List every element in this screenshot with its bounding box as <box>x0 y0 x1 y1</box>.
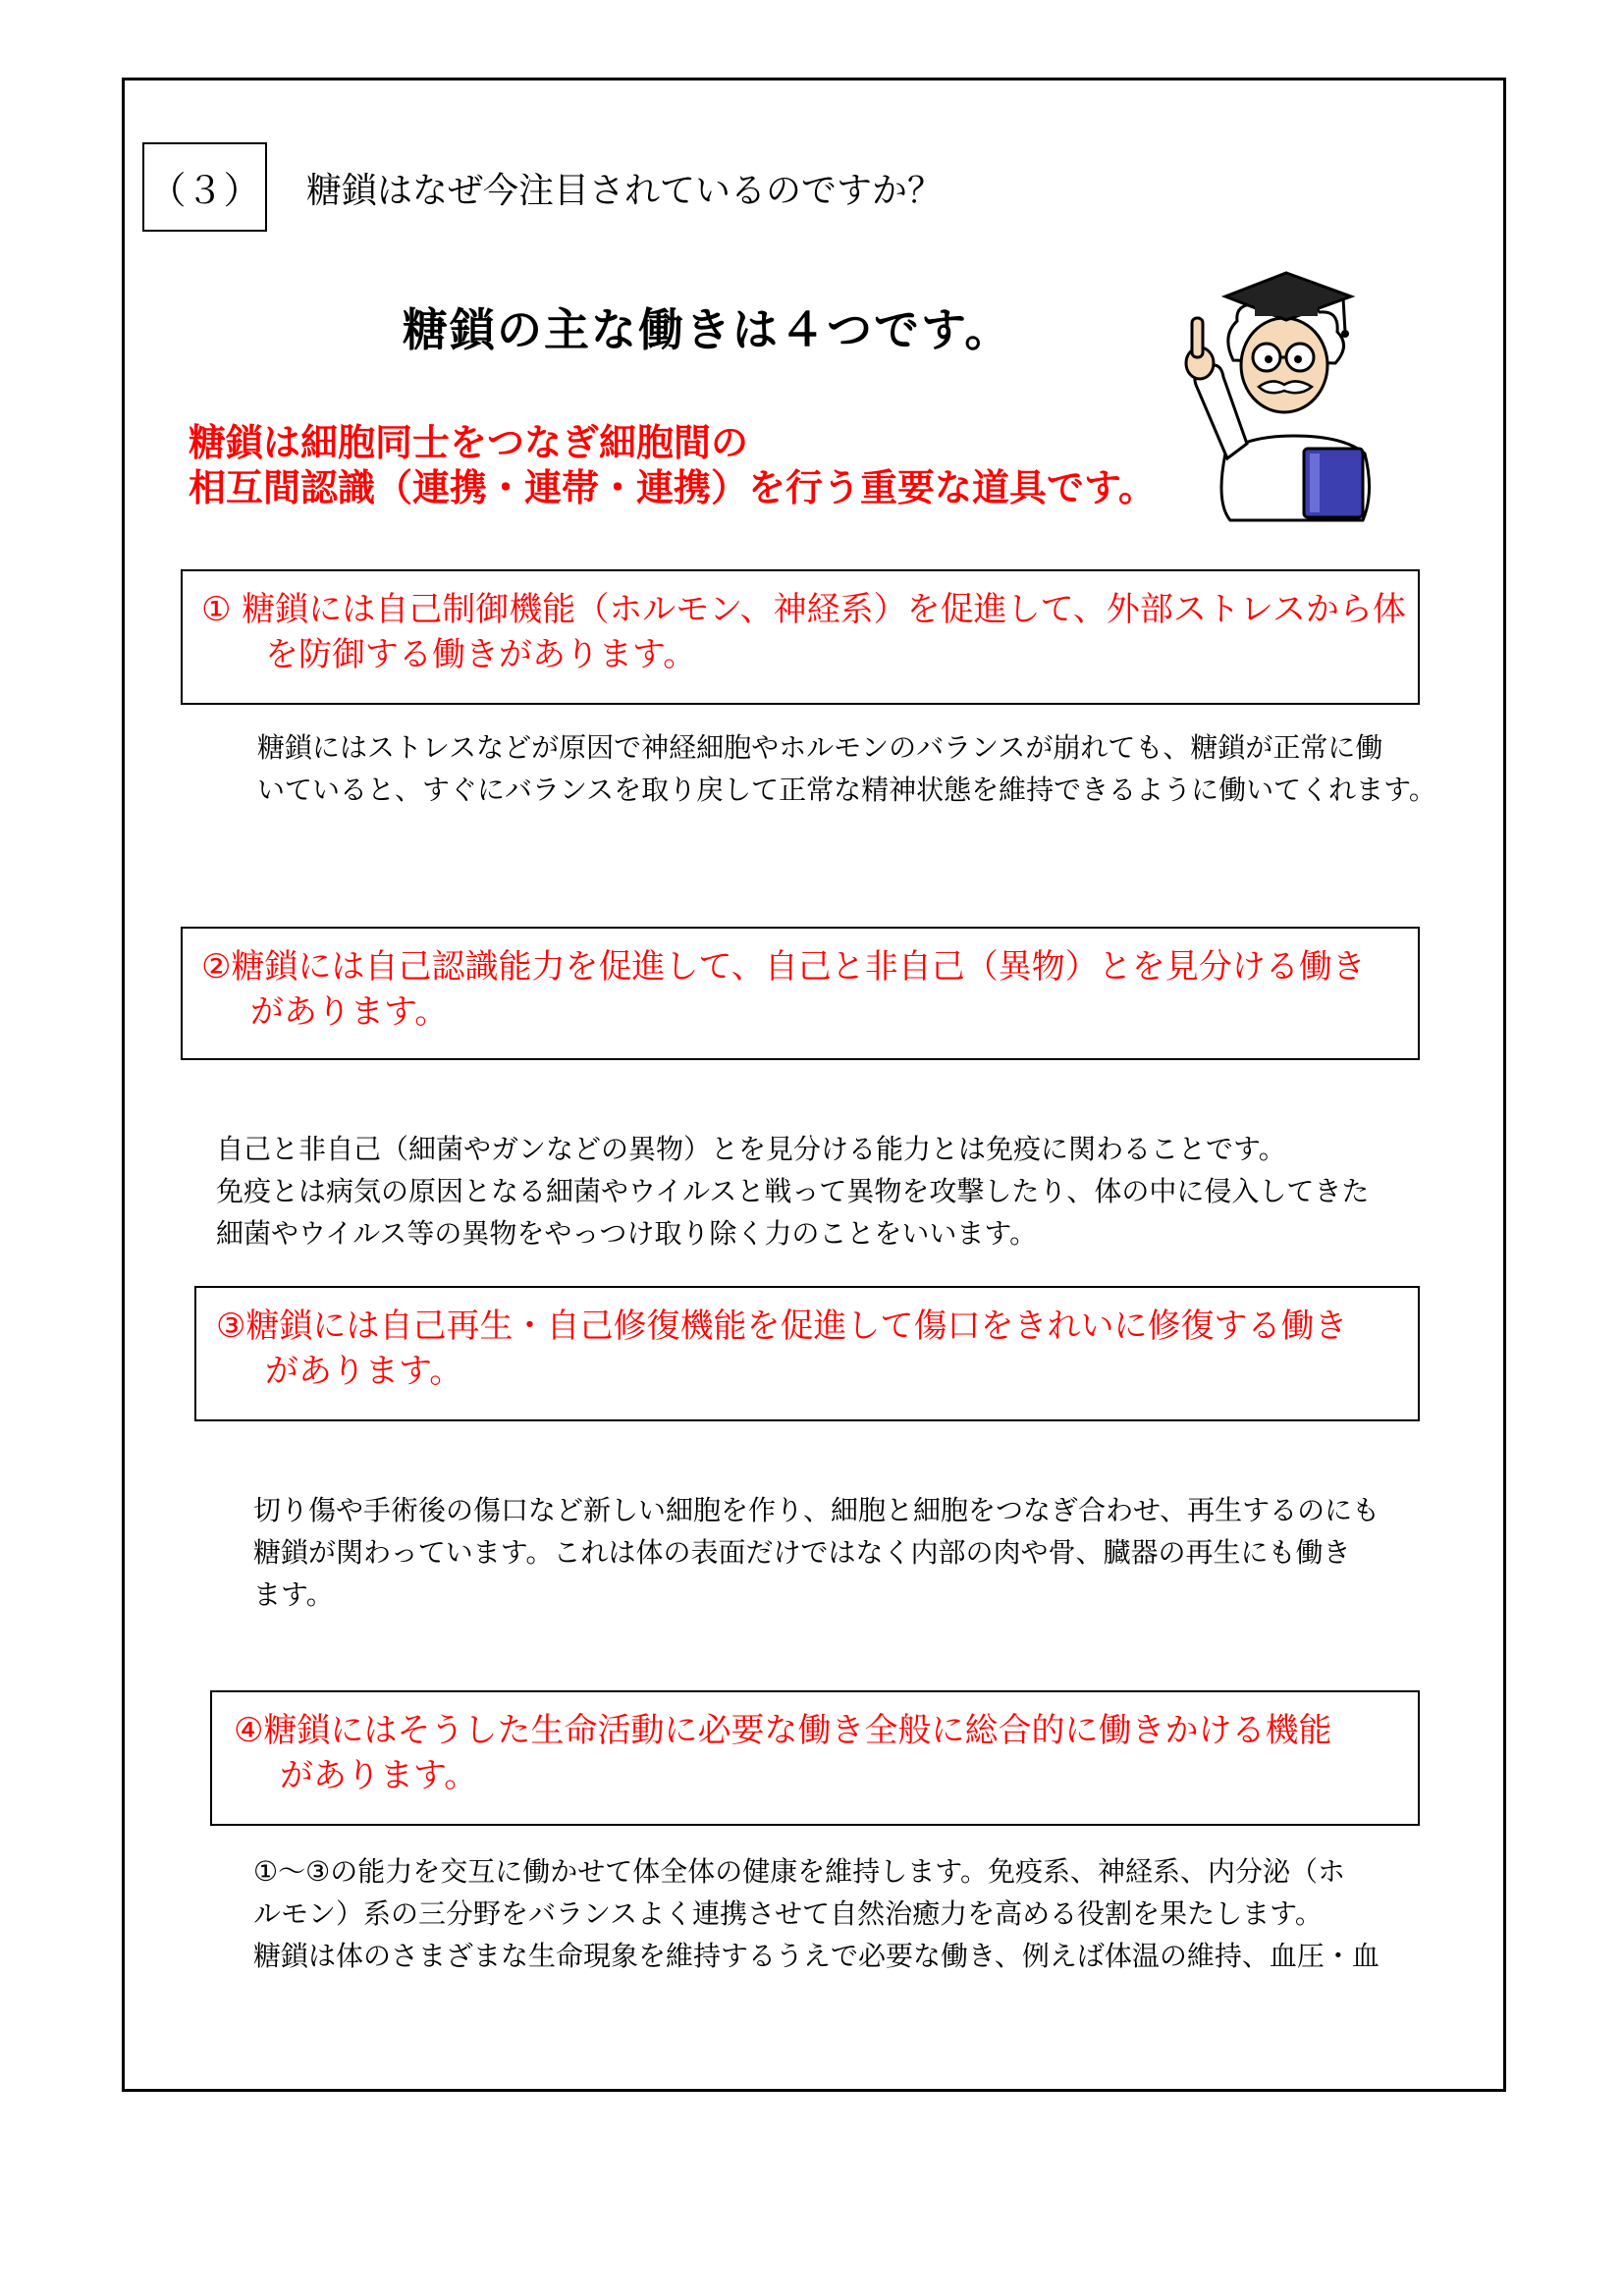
section-number: （３） <box>142 142 267 232</box>
intro-line-2: 相互間認識（連携・連帯・連携）を行う重要な道具です。 <box>189 466 1156 509</box>
page-headline: 糖鎖の主な働きは４つです。 <box>403 303 1012 356</box>
function-1-desc-line-1: 糖鎖にはストレスなどが原因で神経細胞やホルモンのバランスが崩れても、糖鎖が正常に働 <box>257 731 1383 764</box>
function-4-title-line-2: があります。 <box>280 1756 478 1795</box>
function-3-title-line-2: があります。 <box>265 1352 463 1391</box>
function-4-desc-line-1: ①～③の能力を交互に働かせて体全体の健康を維持します。免疫系、神経系、内分泌（ホ <box>253 1855 1345 1888</box>
professor-icon <box>1157 267 1392 522</box>
function-3-desc-line-1: 切り傷や手術後の傷口など新しい細胞を作り、細胞と細胞をつなぎ合わせ、再生するのにも <box>253 1494 1380 1526</box>
function-3-title-line-1: ③糖鎖には自己再生・自己修復機能を促進して傷口をきれいに修復する働き <box>216 1307 1348 1346</box>
function-4-title-line-1: ④糖鎖にはそうした生命活動に必要な働き全般に総合的に働きかける機能 <box>234 1711 1332 1750</box>
function-2-title-line-2: があります。 <box>250 992 449 1032</box>
function-1-title-line-2: を防御する働きがあります。 <box>265 635 697 674</box>
function-2-desc-line-3: 細菌やウイルス等の異物をやっつけ取り除く力のことをいいます。 <box>216 1217 1038 1250</box>
section-question: 糖鎖はなぜ今注目されているのですか？ <box>306 171 944 211</box>
function-3-desc-line-3: ます。 <box>253 1578 334 1611</box>
function-2-desc-line-1: 自己と非自己（細菌やガンなどの異物）とを見分ける能力とは免疫に関わることです。 <box>216 1133 1286 1165</box>
function-2-title-line-1: ②糖鎖には自己認識能力を促進して、自己と非自己（異物）とを見分ける働き <box>201 947 1366 987</box>
function-1-desc-line-2: いていると、すぐにバランスを取り戻して正常な精神状態を維持できるように働いてくれます。 <box>257 774 1436 806</box>
function-4-desc-line-3: 糖鎖は体のさまざまな生命現象を維持するうえで必要な働き、例えば体温の維持、血圧・血 <box>253 1940 1380 1972</box>
function-3-desc-line-2: 糖鎖が関わっています。これは体の表面だけではなく内部の肉や骨、臓器の再生にも働き <box>253 1536 1351 1569</box>
function-2-desc-line-2: 免疫とは病気の原因となる細菌やウイルスと戦って異物を攻撃したり、体の中に侵入してきた <box>216 1175 1370 1207</box>
function-1-title-line-1: ① 糖鎖には自己制御機能（ホルモン、神経系）を促進して、外部ストレスから体 <box>201 590 1406 629</box>
function-4-desc-line-2: ルモン）系の三分野をバランスよく連携させて自然治癒力を高める役割を果たします。 <box>253 1897 1323 1930</box>
intro-line-1: 糖鎖は細胞同士をつなぎ細胞間の <box>189 421 749 464</box>
